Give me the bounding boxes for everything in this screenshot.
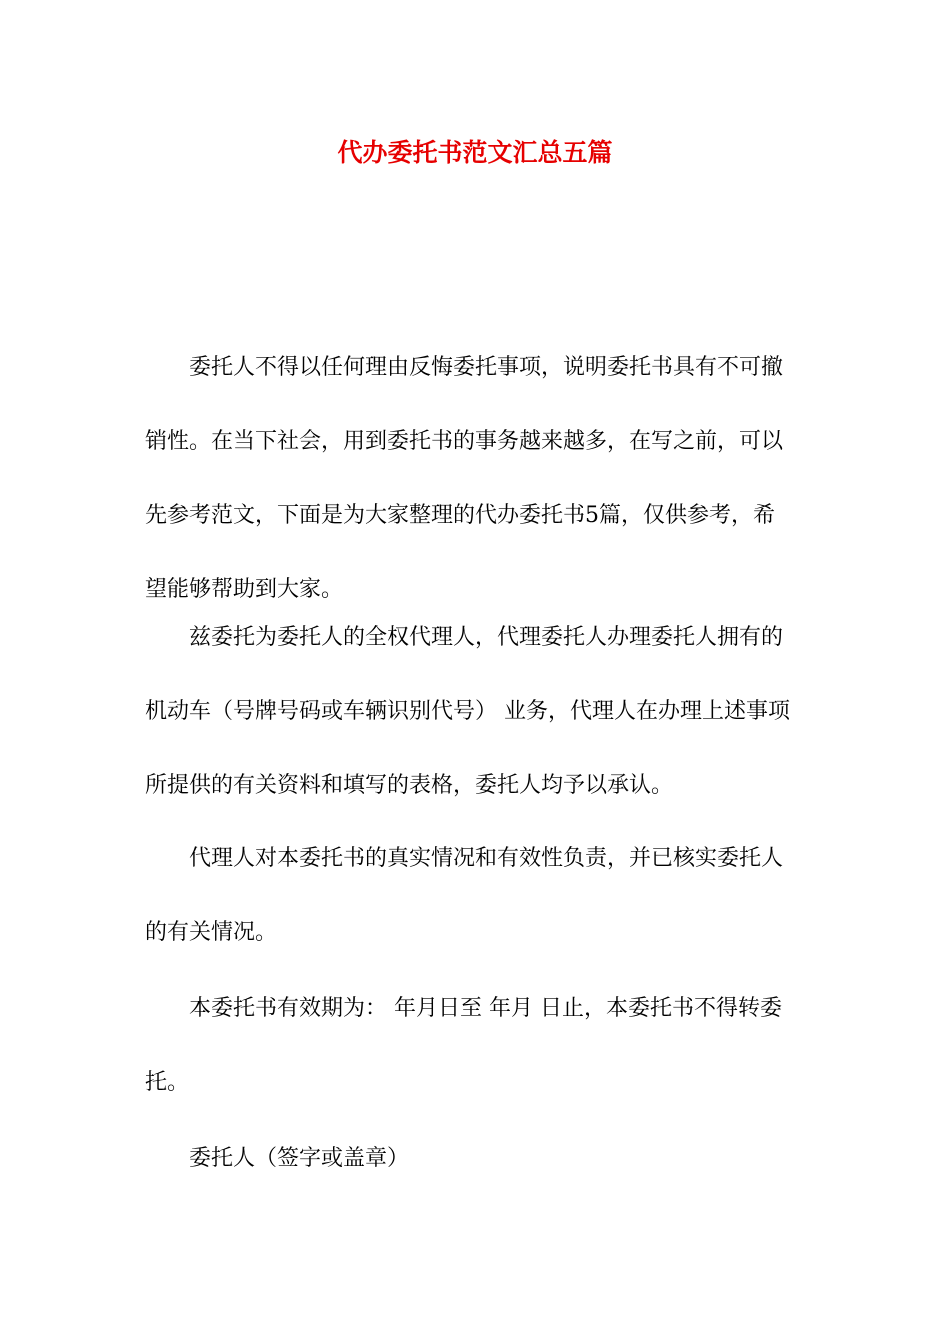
paragraph-line: 机动车（号牌号码或车辆识别代号） 业务，代理人在办理上述事项 [145, 699, 790, 724]
paragraph-line: 先参考范文，下面是为大家整理的代办委托书5篇，仅供参考，希 [145, 503, 775, 528]
paragraph-responsibility [145, 822, 807, 970]
paragraph-intro [145, 331, 807, 627]
signature-label: 委托人（签字或盖章） [189, 1146, 410, 1171]
paragraph-line: 的有关情况。 [145, 920, 278, 945]
paragraph-line: 托。 [145, 1070, 190, 1095]
paragraph-validity [145, 972, 807, 1120]
paragraph-authorization [145, 601, 807, 823]
paragraph-signature [145, 1122, 807, 1196]
paragraph-line: 本委托书有效期为： 年月日至 年月 日止，本委托书不得转委 [189, 996, 782, 1021]
paragraph-line: 销性。在当下社会，用到委托书的事务越来越多，在写之前，可以 [145, 429, 784, 454]
document-title: 代办委托书范文汇总五篇 [337, 138, 613, 167]
paragraph-line: 兹委托为委托人的全权代理人，代理委托人办理委托人拥有的 [189, 625, 784, 650]
paragraph-line: 望能够帮助到大家。 [145, 577, 344, 602]
paragraph-line: 委托人不得以任何理由反悔委托事项，说明委托书具有不可撤 [189, 355, 784, 380]
paragraph-line: 代理人对本委托书的真实情况和有效性负责，并已核实委托人 [189, 846, 784, 871]
paragraph-line: 所提供的有关资料和填写的表格，委托人均予以承认。 [145, 773, 674, 798]
